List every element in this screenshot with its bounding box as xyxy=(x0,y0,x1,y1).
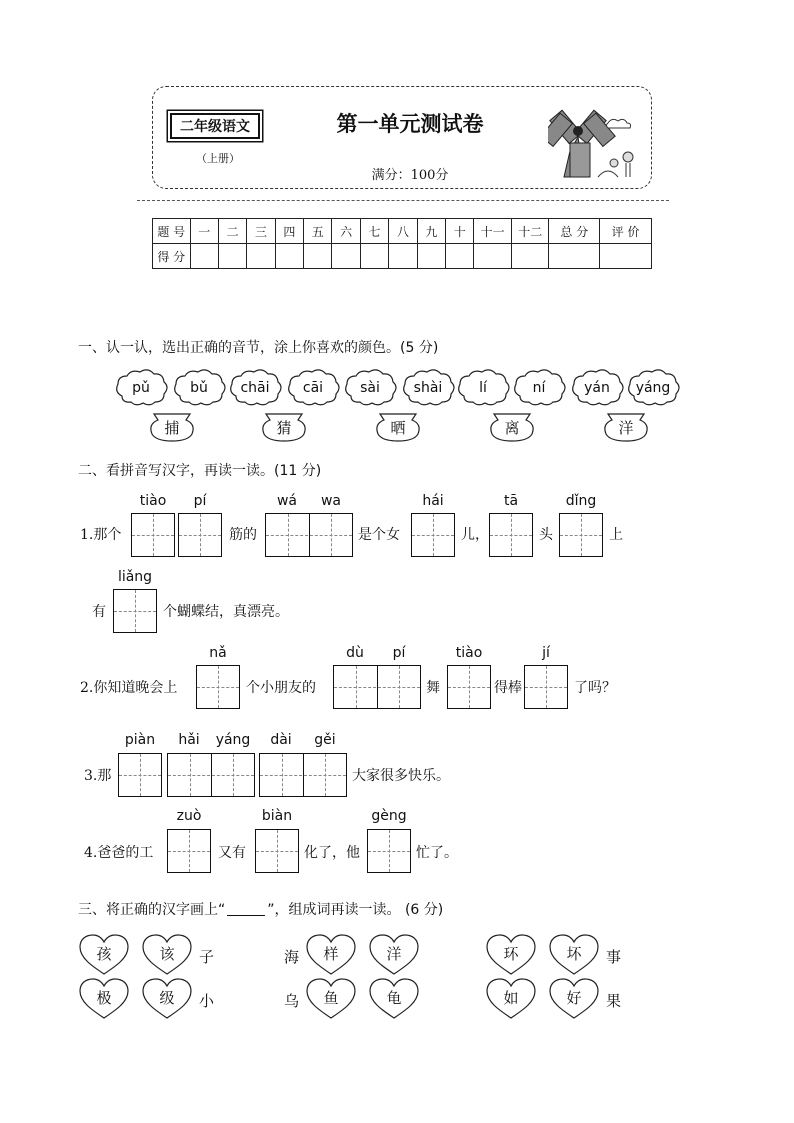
table-cell: 得 分 xyxy=(153,244,191,269)
writing-box-pair[interactable] xyxy=(167,753,255,797)
heart-label: 好 xyxy=(566,988,582,1007)
section2-heading: 二、看拼音写汉字，再读一读。(11 分) xyxy=(78,463,322,479)
section1-heading: 一、认一认，选出正确的音节，涂上你喜欢的颜色。(5 分) xyxy=(78,340,439,356)
score-cell[interactable] xyxy=(389,244,417,269)
heart-label: 如 xyxy=(503,988,519,1007)
character-heart[interactable] xyxy=(78,934,130,976)
heart-label: 孩 xyxy=(96,944,112,963)
table-cell: 九 xyxy=(417,219,445,244)
pinyin-label: piàn xyxy=(124,732,156,748)
pinyin-label: liǎng xyxy=(117,569,153,585)
heart-label: 龟 xyxy=(386,988,402,1007)
question-text: 4.爸爸的工 xyxy=(84,845,154,861)
pinyin-label: tiào xyxy=(455,645,483,661)
pinyin-label: nǎ xyxy=(209,645,227,661)
character-heart[interactable] xyxy=(305,934,357,976)
table-cell: 五 xyxy=(304,219,332,244)
character-heart[interactable] xyxy=(305,978,357,1020)
writing-box[interactable] xyxy=(167,829,211,873)
pot-label: 洋 xyxy=(618,418,634,437)
heart-label: 环 xyxy=(503,944,519,963)
writing-box[interactable] xyxy=(447,665,491,709)
pinyin-label: jí xyxy=(542,645,550,661)
section3-heading-part: 三、将正确的汉字画上“ xyxy=(78,902,226,918)
syllable-cloud[interactable] xyxy=(399,368,457,408)
pinyin-label: wá xyxy=(276,493,298,509)
table-cell: 评 价 xyxy=(600,219,652,244)
word-part: 事 xyxy=(606,948,622,966)
character-pot xyxy=(486,412,538,442)
heart-label: 样 xyxy=(323,944,339,963)
section3-heading-part: ”，组成词再读一读。 (6 分) xyxy=(267,902,444,918)
score-cell[interactable] xyxy=(218,244,246,269)
cloud-label: cāi xyxy=(302,380,324,396)
writing-box[interactable] xyxy=(367,829,411,873)
heart-label: 极 xyxy=(96,988,112,1007)
table-cell: 二 xyxy=(218,219,246,244)
table-cell: 十一 xyxy=(474,219,512,244)
pinyin-label: wa xyxy=(320,493,342,509)
character-heart[interactable] xyxy=(78,978,130,1020)
cloud-label: lí xyxy=(479,380,487,396)
table-cell: 总 分 xyxy=(549,219,600,244)
syllable-cloud[interactable] xyxy=(284,368,342,408)
character-heart[interactable] xyxy=(548,978,600,1020)
character-heart[interactable] xyxy=(141,934,193,976)
heart-label: 鱼 xyxy=(323,988,339,1007)
header-divider xyxy=(137,200,669,201)
table-cell: 一 xyxy=(190,219,218,244)
score-cell[interactable] xyxy=(247,244,275,269)
table-cell: 六 xyxy=(332,219,360,244)
pinyin-label: dǐng xyxy=(565,493,597,509)
pinyin-label: gèng xyxy=(371,808,407,824)
score-cell[interactable] xyxy=(511,244,549,269)
question-text: 舞 xyxy=(426,680,440,696)
score-table-header-row xyxy=(153,219,652,244)
character-heart[interactable] xyxy=(485,934,537,976)
heart-label: 级 xyxy=(159,988,175,1007)
table-cell: 题 号 xyxy=(153,219,191,244)
writing-box-pair[interactable] xyxy=(259,753,347,797)
volume-label: （上册） xyxy=(196,152,240,165)
question-text: 是个女 xyxy=(358,527,400,543)
character-pot xyxy=(372,412,424,442)
word-part: 乌 xyxy=(284,992,300,1010)
character-heart[interactable] xyxy=(368,934,420,976)
cloud-label: ní xyxy=(532,380,546,396)
pinyin-label: pí xyxy=(392,645,406,661)
word-part: 果 xyxy=(606,992,622,1010)
section3-heading xyxy=(78,899,443,919)
writing-box[interactable] xyxy=(524,665,568,709)
pinyin-label: tiào xyxy=(139,493,167,509)
question-text: 个蝴蝶结，真漂亮。 xyxy=(163,604,289,620)
pinyin-label: biàn xyxy=(261,808,293,824)
character-heart[interactable] xyxy=(485,978,537,1020)
question-text: 3.那 xyxy=(84,768,112,784)
syllable-cloud[interactable] xyxy=(170,368,228,408)
underline-sample xyxy=(227,915,265,916)
writing-box-pair[interactable] xyxy=(265,513,353,557)
full-score-label: 满分：100分 xyxy=(371,168,449,183)
writing-box[interactable] xyxy=(255,829,299,873)
table-cell: 三 xyxy=(247,219,275,244)
question-text: 有 xyxy=(92,604,106,620)
question-text: 头 xyxy=(539,527,553,543)
cloud-label: yáng xyxy=(635,380,671,396)
word-part: 子 xyxy=(199,948,215,966)
character-pot xyxy=(600,412,652,442)
cloud-label: pǔ xyxy=(132,380,150,396)
score-cell[interactable] xyxy=(304,244,332,269)
writing-box[interactable] xyxy=(131,513,175,557)
pinyin-label: dù xyxy=(346,645,364,661)
syllable-cloud[interactable] xyxy=(568,368,626,408)
score-cell[interactable] xyxy=(417,244,445,269)
word-part: 小 xyxy=(199,992,215,1010)
character-pot xyxy=(146,412,198,442)
question-text: 了吗？ xyxy=(574,680,616,696)
syllable-cloud[interactable] xyxy=(624,368,682,408)
question-text: 得棒 xyxy=(494,680,522,696)
score-cell[interactable] xyxy=(190,244,218,269)
heart-label: 坏 xyxy=(566,944,582,963)
pot-label: 猜 xyxy=(276,418,292,437)
cloud-label: chāi xyxy=(240,380,270,396)
writing-box[interactable] xyxy=(559,513,603,557)
writing-box[interactable] xyxy=(113,589,157,633)
syllable-cloud[interactable] xyxy=(112,368,170,408)
score-cell[interactable] xyxy=(275,244,303,269)
pinyin-label: yáng xyxy=(215,732,251,748)
score-table-score-row xyxy=(153,244,652,269)
question-text: 上 xyxy=(609,527,623,543)
grade-badge: 二年级语文 xyxy=(170,113,260,139)
score-cell[interactable] xyxy=(360,244,388,269)
character-heart[interactable] xyxy=(548,934,600,976)
syllable-cloud[interactable] xyxy=(341,368,399,408)
score-cell[interactable] xyxy=(549,244,600,269)
question-text: 2.你知道晚会上 xyxy=(80,680,178,696)
pinyin-label: gěi xyxy=(314,732,336,748)
pot-label: 捕 xyxy=(164,418,180,437)
pinyin-label: zuò xyxy=(176,808,202,824)
pinyin-label: dài xyxy=(270,732,292,748)
table-cell: 七 xyxy=(360,219,388,244)
score-cell[interactable] xyxy=(474,244,512,269)
table-cell: 四 xyxy=(275,219,303,244)
writing-box[interactable] xyxy=(196,665,240,709)
cloud-label: sài xyxy=(360,380,380,396)
table-cell: 十二 xyxy=(511,219,549,244)
syllable-cloud[interactable] xyxy=(510,368,568,408)
pinyin-label: pí xyxy=(193,493,207,509)
score-cell[interactable] xyxy=(446,244,474,269)
writing-box[interactable] xyxy=(411,513,455,557)
word-part: 海 xyxy=(284,948,300,966)
character-pot xyxy=(258,412,310,442)
page-title: 第一单元测试卷 xyxy=(336,112,484,136)
cloud-label: yán xyxy=(584,380,610,396)
writing-box[interactable] xyxy=(118,753,162,797)
score-cell[interactable] xyxy=(332,244,360,269)
syllable-cloud[interactable] xyxy=(454,368,512,408)
pinyin-label: hǎi xyxy=(178,732,200,748)
character-heart[interactable] xyxy=(368,978,420,1020)
table-cell: 八 xyxy=(389,219,417,244)
score-table xyxy=(152,218,652,269)
pinyin-label: tā xyxy=(503,493,519,509)
question-text: 化了，他 xyxy=(304,845,360,861)
writing-box[interactable] xyxy=(489,513,533,557)
heart-label: 洋 xyxy=(386,944,402,963)
syllable-cloud[interactable] xyxy=(226,368,284,408)
score-cell[interactable] xyxy=(600,244,652,269)
character-heart[interactable] xyxy=(141,978,193,1020)
cloud-label: bǔ xyxy=(190,380,208,396)
windmill-illustration xyxy=(548,93,648,185)
question-text: 儿， xyxy=(461,527,489,543)
table-cell: 十 xyxy=(446,219,474,244)
writing-box-pair[interactable] xyxy=(333,665,421,709)
question-text: 忙了。 xyxy=(416,845,458,861)
question-text: 个小朋友的 xyxy=(246,680,316,696)
question-text: 大家很多快乐。 xyxy=(352,768,450,784)
pot-label: 晒 xyxy=(390,418,406,437)
question-text: 又有 xyxy=(218,845,246,861)
pot-label: 离 xyxy=(504,418,520,437)
cloud-label: shài xyxy=(413,380,443,396)
writing-box[interactable] xyxy=(178,513,222,557)
heart-label: 该 xyxy=(159,944,175,963)
question-text: 1.那个 xyxy=(80,527,122,543)
pinyin-label: hái xyxy=(422,493,444,509)
question-text: 筋的 xyxy=(229,527,257,543)
